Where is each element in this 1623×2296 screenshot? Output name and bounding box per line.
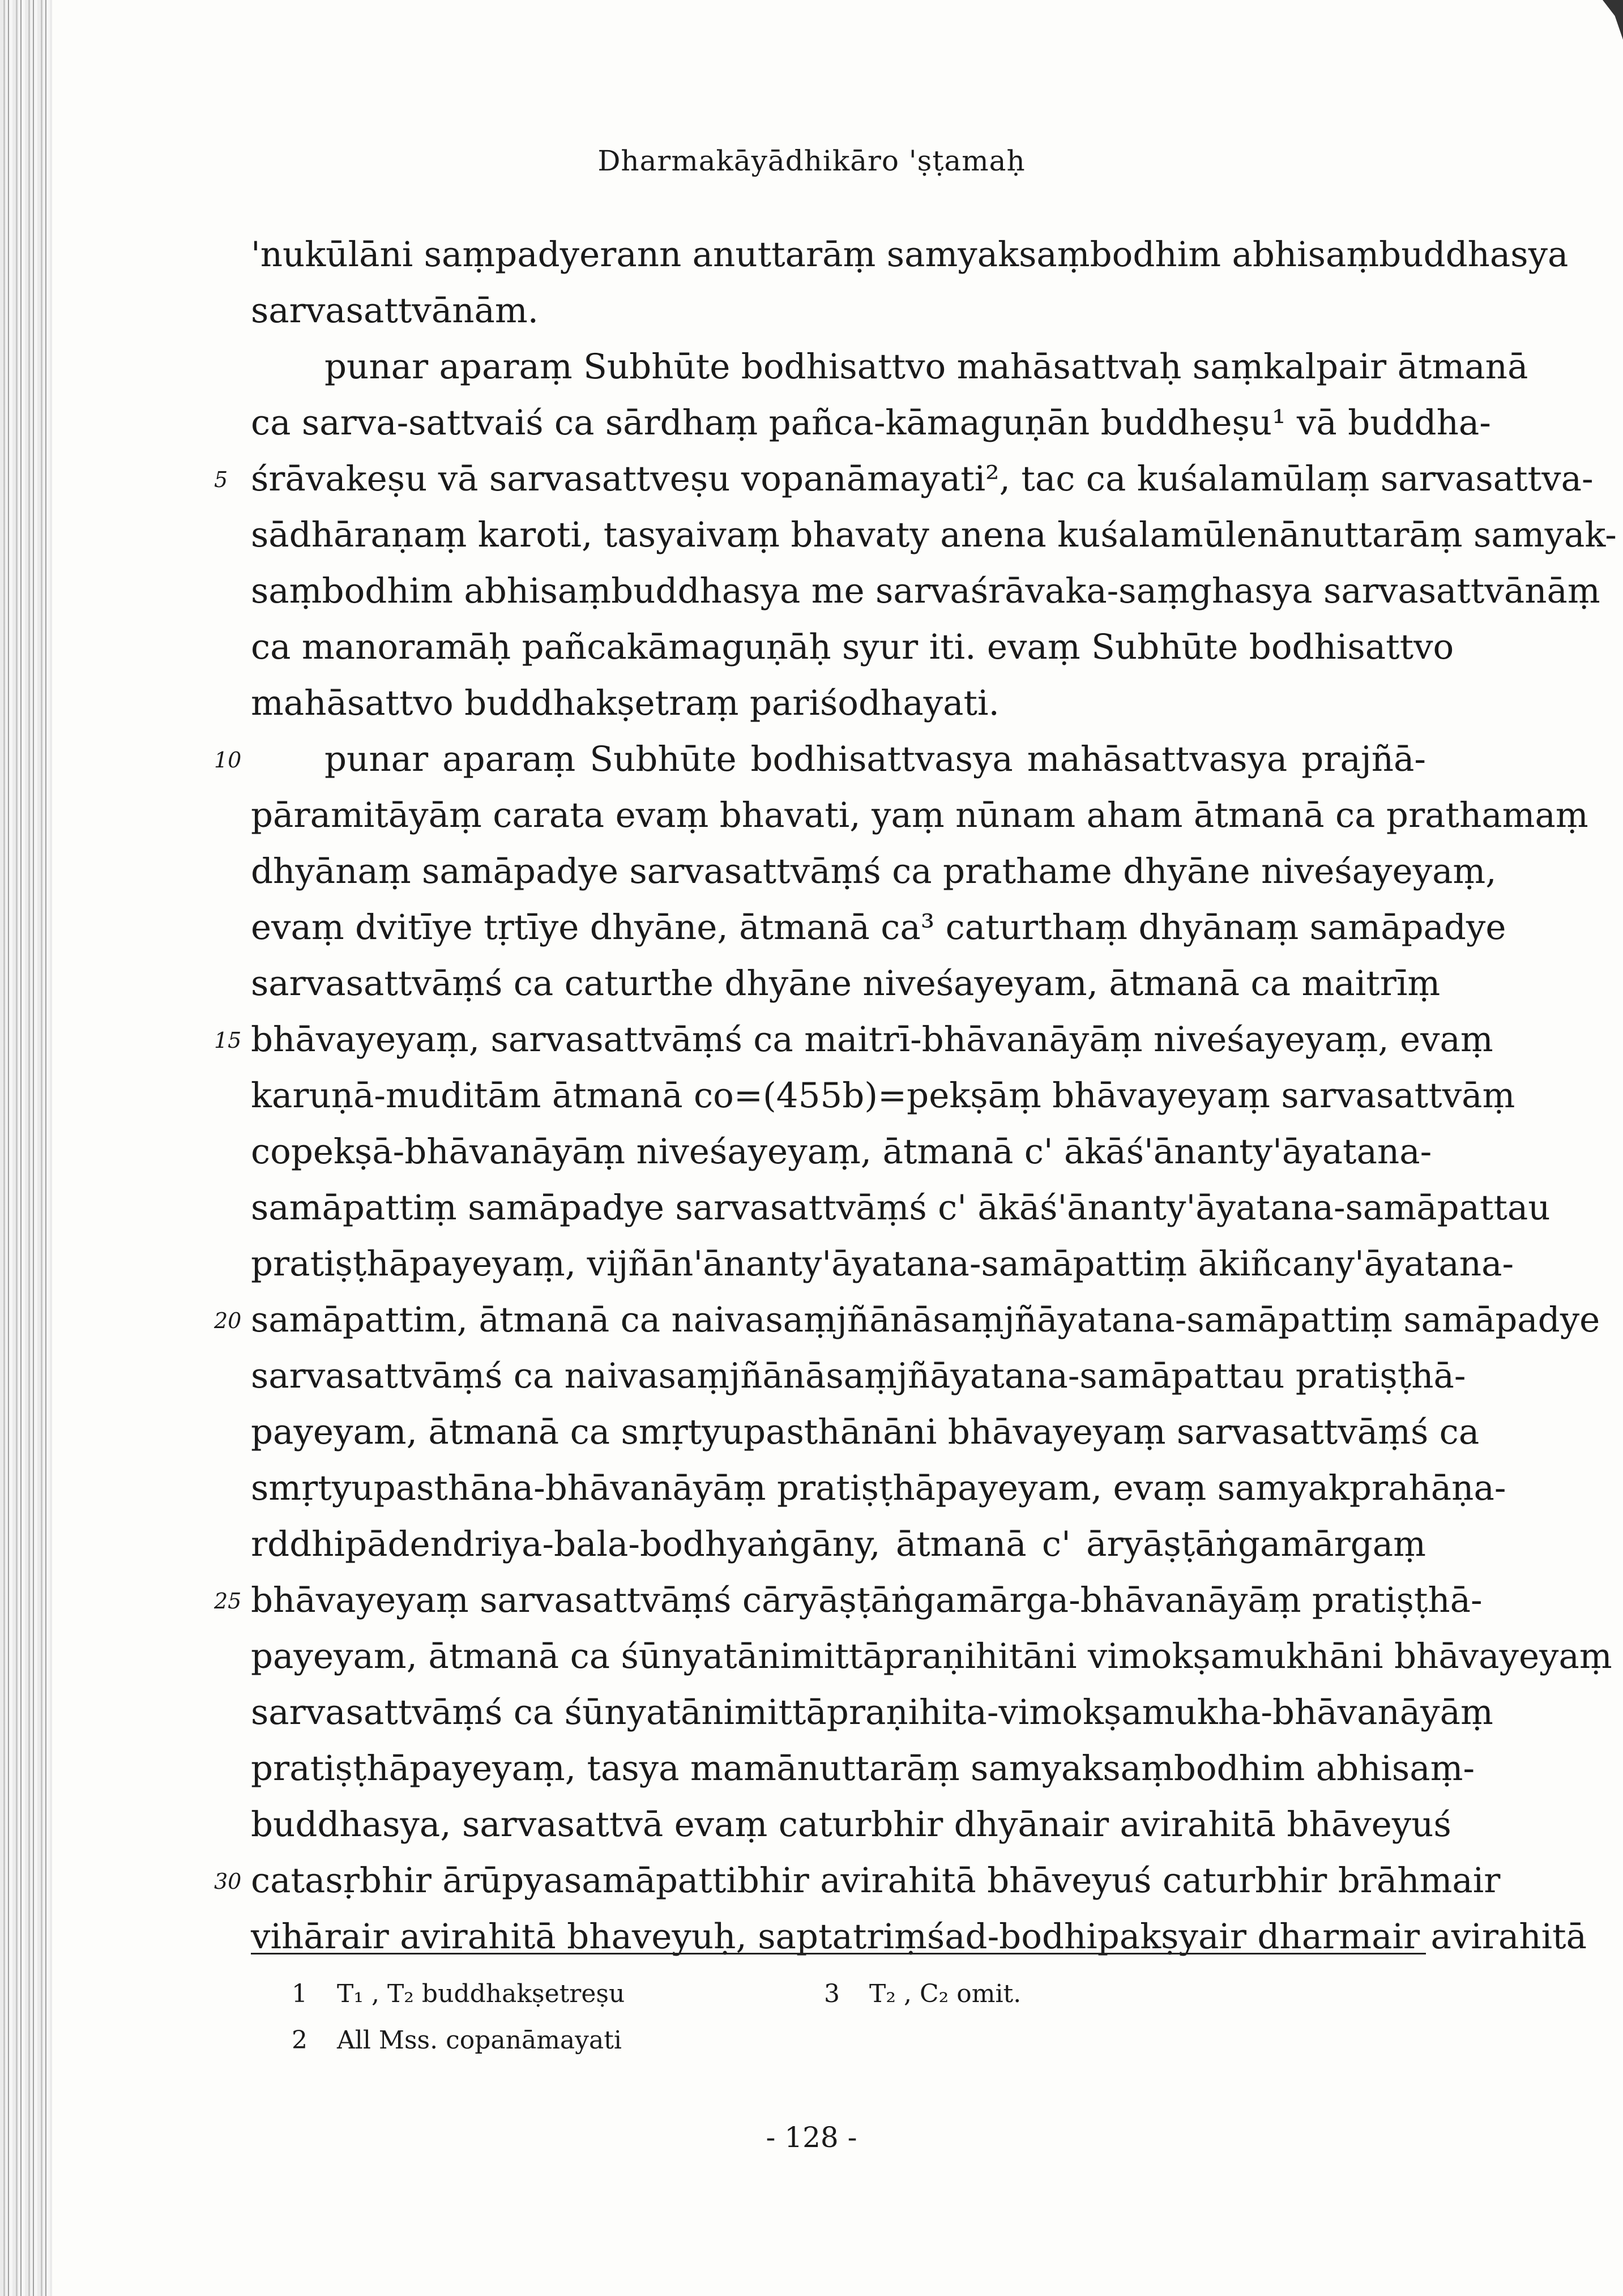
footnote-text: T₂ , C₂ omit. [869, 1979, 1022, 2008]
page-number: - 128 - [766, 2121, 857, 2154]
line-text: samāpattim, ātmanā ca naivasaṃjñānāsaṃjñāyatana-samāpattiṃ samāpadye [251, 1300, 1600, 1340]
footnote-rule [251, 1953, 1426, 1954]
line-text: saṃbodhim abhisaṃbuddhasya me sarvaśrāvaka-saṃghasya sarvasattvānāṃ [251, 571, 1600, 611]
line-text: pratiṣṭhāpayeyaṃ, vijñān'ānanty'āyatana-samāpattiṃ ākiñcany'āyatana- [251, 1244, 1514, 1284]
text-line [251, 1236, 1514, 1292]
footnote-text: T₁ , T₂ buddhakṣetreṣu [337, 1979, 625, 2008]
text-line [251, 1348, 1466, 1404]
line-text: sarvasattvāṃś ca naivasaṃjñānāsaṃjñāyatana-samāpattau pratiṣṭhā- [251, 1356, 1466, 1396]
line-text: smṛtyupasthāna-bhāvanāyāṃ pratiṣṭhāpayeyam, evaṃ samyakprahāṇa- [251, 1468, 1506, 1508]
line-number: 20 [214, 1308, 242, 1333]
line-text: ca sarva-sattvaiś ca sārdhaṃ pañca-kāmaguṇān buddheṣu¹ vā buddha- [251, 403, 1491, 443]
text-line [251, 563, 1600, 619]
text-line [251, 507, 1617, 563]
text-line [251, 1684, 1493, 1740]
line-text: sarvasattvāṃś ca śūnyatānimittāpraṇihita-vimokṣamukha-bhāvanāyāṃ [251, 1692, 1493, 1732]
line-text: 'nukūlāni saṃpadyerann anuttarāṃ samyaksaṃbodhim abhisaṃbuddhasya [251, 234, 1569, 275]
text-line [251, 619, 1454, 675]
text-line [251, 1068, 1515, 1124]
footnote-number: 2 [292, 2026, 307, 2055]
line-text: samāpattiṃ samāpadye sarvasattvāṃś c' ākāś'ānanty'āyatana-samāpattau [251, 1188, 1551, 1228]
line-text: dhyānaṃ samāpadye sarvasattvāṃś ca prathame dhyāne niveśayeyaṃ, [251, 851, 1497, 891]
line-text: mahāsattvo buddhakṣetraṃ pariśodhayati. [251, 683, 1000, 723]
text-line [214, 1572, 1483, 1628]
line-number: 10 [214, 748, 242, 773]
line-text: sarvasattvāṃś ca caturthe dhyāne niveśayeyam, ātmanā ca maitrīṃ [251, 963, 1441, 1004]
line-text: karuṇā-muditām ātmanā co=(455b)=pekṣāṃ bhāvayeyaṃ sarvasattvāṃ [251, 1076, 1515, 1116]
line-text: sādhāraṇaṃ karoti, tasyaivaṃ bhavaty anena kuśalamūlenānuttarāṃ samyak- [251, 515, 1617, 555]
line-text: rddhipādendriya-bala-bodhyaṅgāny, ātmanā c' āryāṣṭāṅgamārgaṃ [251, 1524, 1426, 1564]
footnote-1 [292, 1971, 625, 2017]
line-text: copekṣā-bhāvanāyāṃ niveśayeyaṃ, ātmanā c' ākāś'ānanty'āyatana- [251, 1132, 1432, 1172]
footnote-3 [824, 1971, 1021, 2017]
footnote-2 [292, 2017, 622, 2064]
line-text: bhāvayeyaṃ, sarvasattvāṃś ca maitrī-bhāvanāyāṃ niveśayeyaṃ, evaṃ [251, 1019, 1493, 1060]
line-text: bhāvayeyaṃ sarvasattvāṃś cāryāṣṭāṅgamārga-bhāvanāyāṃ pratiṣṭhā- [251, 1580, 1483, 1620]
footnote-text: All Mss. copanāmayati [337, 2026, 622, 2055]
text-line [251, 1796, 1451, 1853]
line-text: śrāvakeṣu vā sarvasattveṣu vopanāmayati², tac ca kuśalamūlaṃ sarvasattva- [251, 459, 1594, 499]
text-line [251, 339, 1528, 395]
text-line [251, 1740, 1475, 1796]
text-line [251, 899, 1506, 955]
text-line [251, 227, 1569, 283]
text-line [251, 1180, 1551, 1236]
text-line [251, 283, 1426, 339]
line-text: pratiṣṭhāpayeyaṃ, tasya mamānuttarāṃ samyaksaṃbodhim abhisaṃ- [251, 1748, 1475, 1789]
scan-binding-edge [0, 0, 52, 2296]
line-text: evaṃ dvitīye tṛtīye dhyāne, ātmanā ca³ caturthaṃ dhyānaṃ samāpadye [251, 907, 1506, 948]
line-number: 15 [214, 1028, 242, 1053]
text-line [251, 843, 1497, 899]
line-text: catasṛbhir ārūpyasamāpattibhir avirahitā bhāveyuś caturbhir brāhmair [251, 1860, 1501, 1901]
line-text: punar aparaṃ Subhūte bodhisattvasya mahāsattvasya prajñā- [324, 739, 1426, 779]
footnote-number: 3 [824, 1979, 840, 2008]
line-text: buddhasya, sarvasattvā evaṃ caturbhir dhyānair avirahitā bhāveyuś [251, 1804, 1451, 1845]
text-line [214, 731, 1426, 787]
line-text: payeyam, ātmanā ca śūnyatānimittāpraṇihitāni vimokṣamukhāni bhāvayeyaṃ [251, 1636, 1612, 1676]
text-line [214, 1012, 1493, 1068]
line-text: ca manoramāḥ pañcakāmaguṇāḥ syur iti. evaṃ Subhūte bodhisattvo [251, 627, 1454, 667]
line-number: 30 [214, 1869, 242, 1894]
line-text: punar aparaṃ Subhūte bodhisattvo mahāsattvaḥ saṃkalpair ātmanā [324, 347, 1528, 387]
body-text [214, 227, 1617, 1965]
text-line [251, 1124, 1432, 1180]
line-text: vihārair avirahitā bhaveyuḥ, saptatriṃśad-bodhipakṣyair dharmair avirahitā [251, 1917, 1587, 1957]
line-text: pāramitāyāṃ carata evaṃ bhavati, yaṃ nūnam aham ātmanā ca prathamaṃ [251, 795, 1588, 835]
text-line [251, 787, 1588, 843]
text-line [251, 675, 1426, 731]
text-line [251, 1404, 1480, 1460]
line-number: 25 [214, 1589, 242, 1614]
text-line [251, 1460, 1506, 1516]
text-line [251, 1516, 1426, 1572]
text-line [214, 1853, 1501, 1909]
text-line [251, 395, 1491, 451]
text-line [251, 1909, 1587, 1965]
line-number: 5 [214, 467, 228, 492]
text-line [214, 451, 1594, 507]
footnote-number: 1 [292, 1979, 307, 2008]
text-line [214, 1292, 1600, 1348]
text-line [251, 1628, 1612, 1684]
scan-corner-mark [1603, 0, 1623, 40]
running-head: Dharmakāyādhikāro 'ṣṭamaḥ [597, 144, 1026, 177]
line-text: payeyam, ātmanā ca smṛtyupasthānāni bhāvayeyaṃ sarvasattvāṃś ca [251, 1412, 1480, 1452]
text-line [251, 955, 1441, 1012]
line-text: sarvasattvānām. [251, 291, 539, 331]
